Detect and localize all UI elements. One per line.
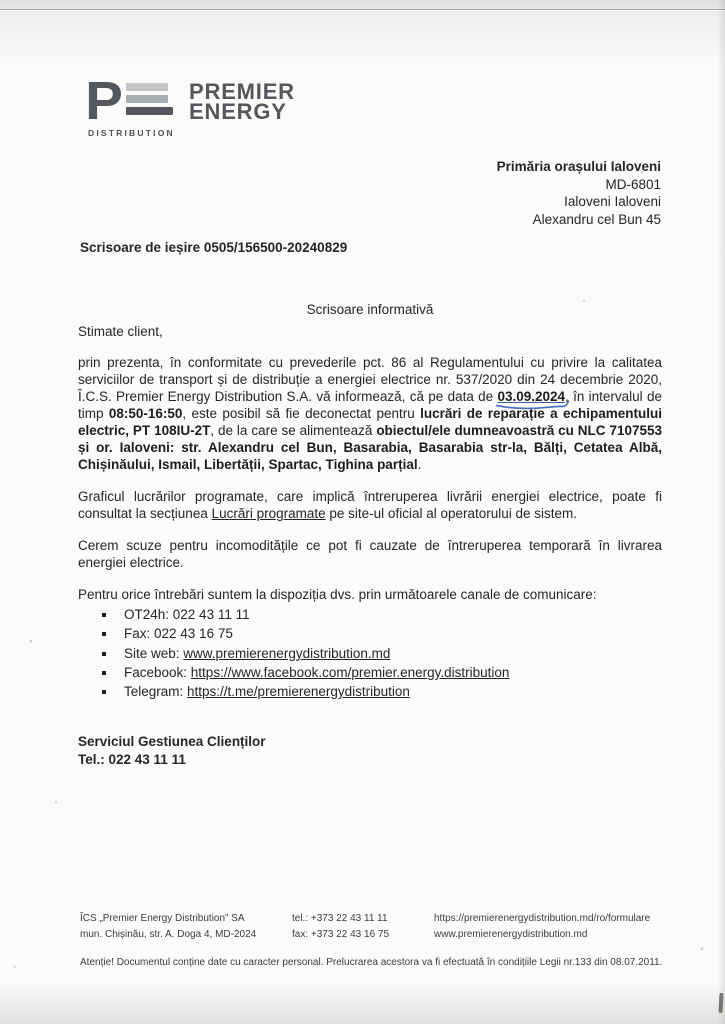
bullet-square-icon (102, 632, 106, 636)
logo-wordmark (189, 79, 295, 124)
bullet-square-icon (102, 613, 106, 617)
footer-company-address: mun. Chișinău, str. A. Doga 4, MD-2024 (80, 929, 257, 940)
p2-end: pe site-ul oficial al operatorului de sistem. (325, 506, 578, 521)
facebook-link[interactable]: https://www.facebook.com/premier.energy.distribution (190, 664, 510, 680)
list-item-telegram (102, 682, 662, 701)
contact-label: OT24h: (124, 607, 173, 622)
bullet-square-icon (102, 690, 106, 694)
logo-bar-bottom (126, 107, 173, 115)
logo-tagline: DISTRIBUTION (88, 128, 175, 138)
letter-body (78, 301, 662, 701)
contact-phone-number: 022 43 11 11 (172, 607, 250, 622)
logo-wordmark-line2: ENERGY (189, 99, 287, 124)
paragraph-apology: Cerem scuze pentru incomoditățile ce pot fi cauzate de întreruperea temporară în livrarea energiei electrice. (78, 538, 662, 570)
telegram-link[interactable]: https://t.me/premierenergydistribution (187, 684, 410, 700)
p1-lead: prin prezenta, în conformitate cu prevederile pct. 86 al Regulamentului cu privire la calitatea serviciilor de transport și de distribuție a energiei electrice nr. 537/2020 din 24 decembrie 2020, Î.C.S. Premier Energy Distribution S.A. vă informează, că pe data de (78, 355, 662, 404)
contact-label: Facebook: (124, 664, 191, 680)
list-item-phone (102, 605, 662, 624)
logo-bars-icon (126, 83, 173, 115)
contact-label: Fax: (124, 626, 155, 642)
footer-forms-url[interactable]: https://premierenergydistribution.md/ro/formulare (434, 913, 651, 924)
logo-letter-p: P (85, 71, 121, 131)
recipient-locality: Ialoveni Ialoveni (564, 194, 661, 209)
signature-department: Serviciul Gestiunea Clienților (78, 734, 266, 749)
disconnection-date: 03.09.2024 (497, 389, 566, 404)
recipient-postal-code: MD-6801 (605, 176, 661, 192)
p1-end: . (417, 457, 422, 472)
footer-company-name: ÎCS „Premier Energy Distribution” SA (80, 913, 245, 924)
footer-tel: tel.: +373 22 43 11 11 (292, 913, 388, 924)
pe-monogram-icon (85, 71, 175, 138)
letter-title: Scrisoare informativă (306, 302, 434, 317)
list-item-facebook (102, 663, 662, 682)
p1-mid2: , este posibil să fie deconectat pentru (182, 406, 421, 421)
signature-block (78, 733, 266, 769)
planned-works-link[interactable]: Lucrări programate (211, 506, 326, 521)
footer-company-column (80, 911, 256, 943)
list-item-website (102, 644, 662, 663)
footer-site-url[interactable]: www.premierenergydistribution.md (434, 929, 588, 940)
p1-mid3: , de la care se alimentează (210, 423, 377, 438)
footer-web-column (434, 911, 650, 943)
website-link[interactable]: www.premierenergydistribution.md (183, 645, 391, 661)
logo-wordmark-line1: PREMIER (189, 79, 295, 104)
logo-bar-middle (126, 95, 168, 103)
outgoing-reference-line: Scrisoare de ieșire 0505/156500-20240829 (80, 240, 348, 255)
contact-label: Site web: (124, 645, 184, 661)
privacy-notice: Atenție! Documentul conține date cu caracter personal. Prelucrarea acestora va fi efectuată în condițiile Legii nr.133 din 08.07.2011. (80, 957, 663, 968)
contact-label: Telegram: (124, 684, 188, 700)
contact-channels-intro: Pentru orice întrebări suntem la dispoziția dvs. prin următoarele canale de comunicare: (78, 587, 597, 602)
paragraph-schedule-info (78, 488, 662, 522)
list-item-fax (102, 624, 662, 643)
signature-phone: Tel.: 022 43 11 11 (78, 752, 186, 767)
paragraph-disconnection-notice (78, 354, 662, 473)
works-description: lucrări de reparație a echipamentului electric, PT 108IU-2T (78, 406, 662, 438)
affected-objects: obiectul/ele dumneavoastră cu NLC 7107553 și or. Ialoveni: str. Alexandru cel Bun, Basarabia, Basarabia str-la, Bălți, Cetatea Albă, Chișinăului, Ismail, Libertății, Spartac, Tighina parțial (78, 423, 663, 472)
logo-bar-top (126, 83, 168, 91)
recipient-street: Alexandru cel Bun 45 (532, 211, 661, 227)
highlighted-date (497, 388, 565, 405)
bullet-square-icon (102, 671, 106, 675)
bullet-square-icon (102, 652, 106, 656)
salutation: Stimate client, (78, 324, 163, 339)
footer-fax: fax: +373 22 43 16 75 (292, 929, 390, 940)
p1-mid1: , în intervalul de timp (78, 389, 662, 421)
recipient-address-block (497, 158, 661, 228)
contact-fax-number: 022 43 16 75 (154, 626, 233, 642)
footer-phone-column (292, 911, 389, 943)
recipient-name: Primăria orașului Ialoveni (496, 159, 661, 174)
contact-channels-list (102, 605, 662, 701)
disconnection-time: 08:50-16:50 (108, 406, 183, 421)
premier-energy-logo (85, 71, 295, 138)
p2-lead: Graficul lucrărilor programate, care implică întreruperea livrării energiei electrice, poate fi consultat la secțiunea (78, 489, 662, 521)
